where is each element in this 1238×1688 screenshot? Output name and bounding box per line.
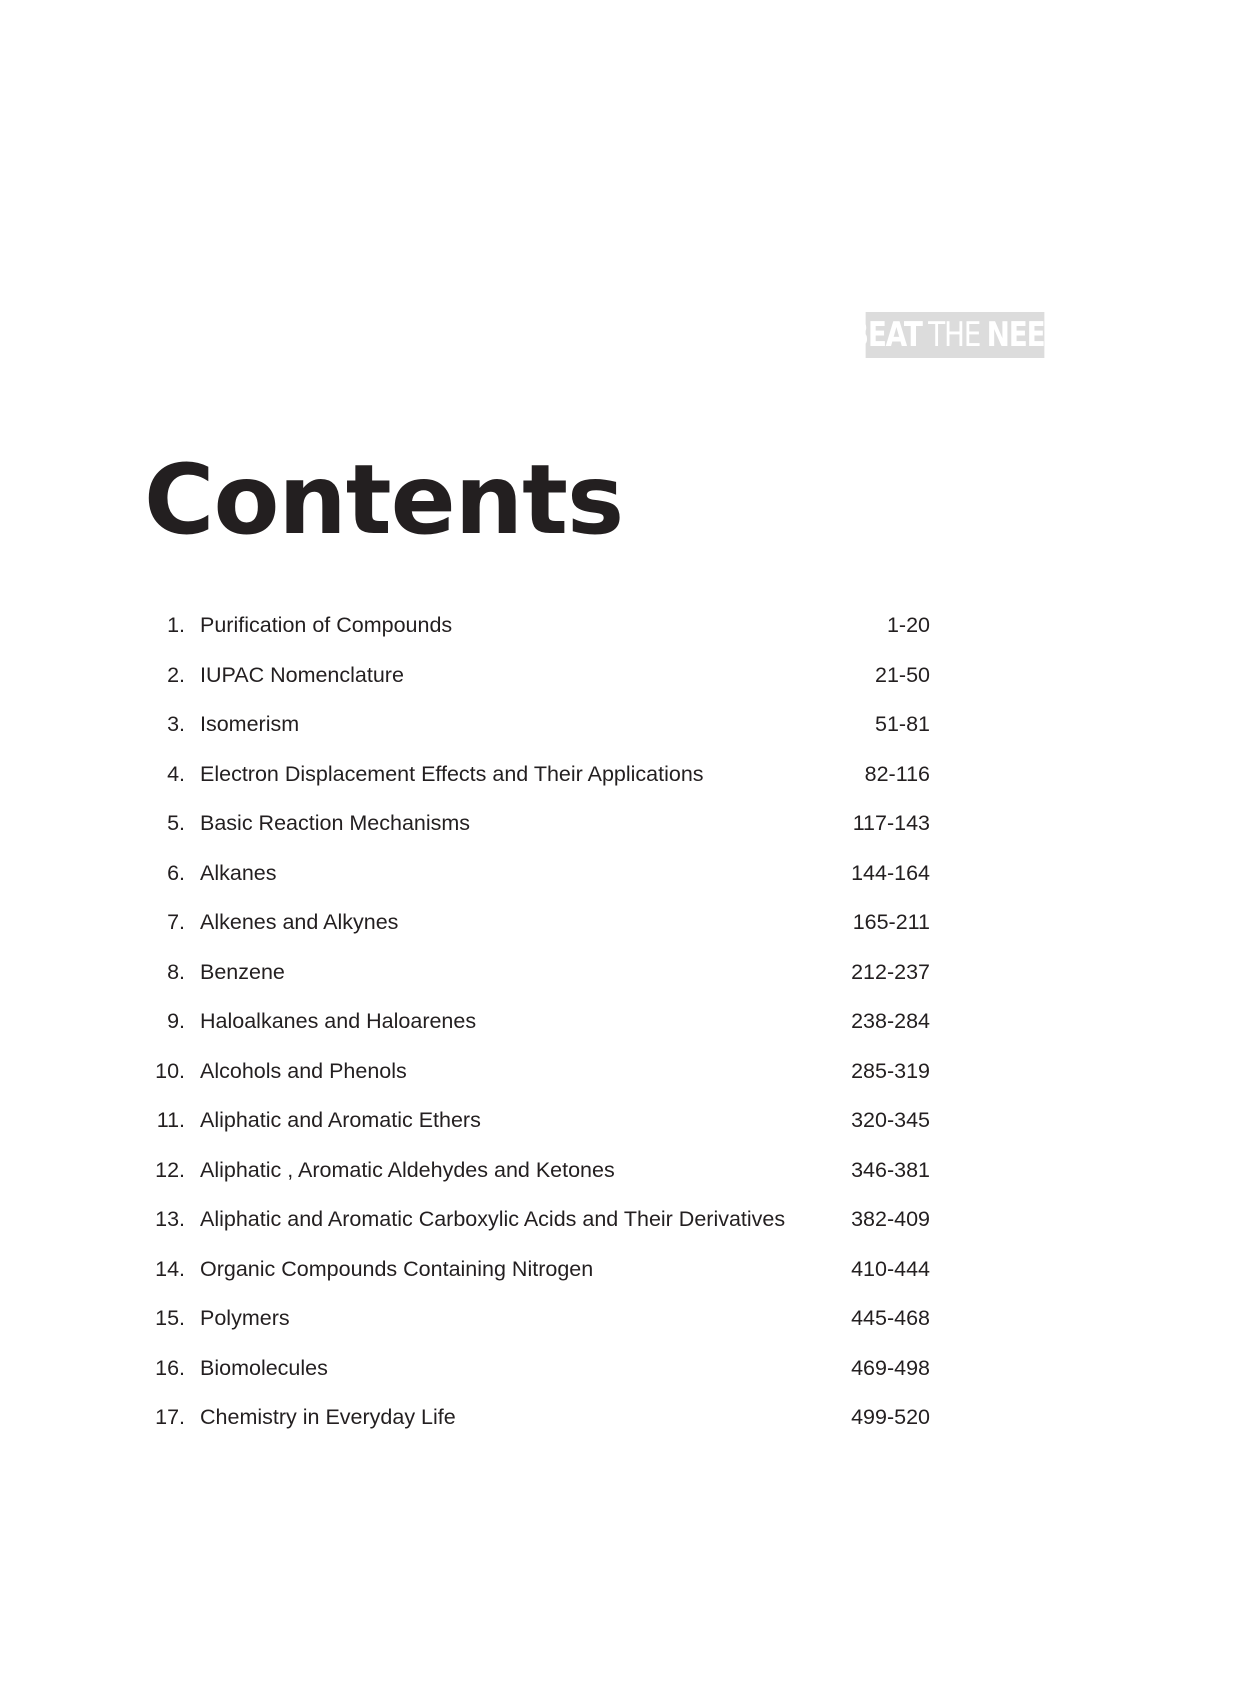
toc-row bbox=[140, 909, 940, 959]
chapter-number: 5. bbox=[167, 811, 185, 835]
chapter-pages: 238-284 bbox=[851, 1009, 930, 1033]
toc-row bbox=[140, 959, 940, 1009]
chapter-pages: 382-409 bbox=[851, 1207, 930, 1231]
chapter-title: Alkanes bbox=[200, 860, 277, 885]
chapter-number: 2. bbox=[167, 662, 185, 687]
chapter-number: 16. bbox=[155, 1355, 185, 1380]
chapter-number: 11. bbox=[156, 1108, 185, 1132]
toc-row bbox=[140, 1206, 940, 1256]
brand-word-neet: NEET bbox=[986, 315, 1063, 355]
chapter-title: Polymers bbox=[200, 1306, 290, 1330]
chapter-title: Alkenes and Alkynes bbox=[200, 910, 399, 934]
toc-row bbox=[140, 761, 940, 811]
toc-row bbox=[140, 1107, 940, 1157]
chapter-number: 10. bbox=[155, 1058, 185, 1083]
chapter-title: Organic Compounds Containing Nitrogen bbox=[200, 1256, 594, 1281]
chapter-title: Biomolecules bbox=[200, 1355, 328, 1380]
chapter-number: 3. bbox=[167, 712, 185, 736]
chapter-pages: 51-81 bbox=[875, 712, 930, 736]
toc-row bbox=[140, 662, 940, 712]
toc-row bbox=[140, 1157, 940, 1207]
brand-word-beat: BEAT bbox=[847, 315, 922, 355]
chapter-pages: 346-381 bbox=[851, 1157, 930, 1182]
toc-row bbox=[140, 1256, 940, 1306]
chapter-title: Purification of Compounds bbox=[200, 613, 453, 637]
chapter-pages: 212-237 bbox=[851, 959, 930, 984]
chapter-pages: 499-520 bbox=[851, 1405, 930, 1429]
chapter-number: 13. bbox=[155, 1207, 185, 1231]
chapter-title: Aliphatic and Aromatic Ethers bbox=[200, 1108, 481, 1132]
chapter-number: 6. bbox=[167, 860, 185, 885]
chapter-pages: 21-50 bbox=[875, 662, 930, 687]
toc-row bbox=[140, 810, 940, 860]
chapter-number: 4. bbox=[167, 761, 185, 786]
chapter-pages: 445-468 bbox=[851, 1306, 930, 1330]
chapter-number: 9. bbox=[167, 1009, 185, 1033]
table-of-contents bbox=[140, 612, 940, 1454]
chapter-title: Isomerism bbox=[200, 712, 300, 736]
chapter-title: IUPAC Nomenclature bbox=[200, 662, 404, 687]
chapter-title: Aliphatic and Aromatic Carboxylic Acids and Their Derivatives bbox=[200, 1207, 786, 1231]
chapter-number: 8. bbox=[167, 959, 185, 984]
chapter-pages: 1-20 bbox=[886, 613, 930, 637]
chapter-title: Benzene bbox=[200, 959, 285, 984]
chapter-number: 7. bbox=[167, 910, 185, 934]
chapter-number: 17. bbox=[155, 1405, 185, 1429]
toc-row bbox=[140, 1058, 940, 1108]
chapter-title: Chemistry in Everyday Life bbox=[200, 1405, 456, 1429]
chapter-title: Haloalkanes and Haloarenes bbox=[200, 1009, 477, 1033]
chapter-title: Basic Reaction Mechanisms bbox=[200, 811, 471, 835]
chapter-pages: 469-498 bbox=[851, 1355, 930, 1380]
chapter-number: 14. bbox=[155, 1256, 185, 1281]
chapter-pages: 320-345 bbox=[851, 1108, 930, 1132]
toc-row bbox=[140, 1355, 940, 1405]
toc-row bbox=[140, 1305, 940, 1355]
chapter-number: 12. bbox=[155, 1157, 185, 1182]
brand-word-the: THE bbox=[928, 315, 981, 355]
chapter-pages: 165-211 bbox=[852, 910, 930, 934]
toc-row bbox=[140, 1008, 940, 1058]
toc-row bbox=[140, 860, 940, 910]
chapter-pages: 410-444 bbox=[851, 1256, 930, 1281]
chapter-number: 15. bbox=[155, 1306, 185, 1330]
page-title: Contents bbox=[144, 444, 624, 556]
toc-row bbox=[140, 711, 940, 761]
chapter-number: 1. bbox=[167, 613, 185, 637]
chapter-title: Aliphatic , Aromatic Aldehydes and Ketones bbox=[200, 1157, 615, 1182]
chapter-pages: 82-116 bbox=[864, 761, 930, 786]
chapter-pages: 285-319 bbox=[851, 1058, 930, 1083]
chapter-title: Electron Displacement Effects and Their Applications bbox=[200, 761, 704, 786]
chapter-pages: 117-143 bbox=[852, 811, 930, 835]
chapter-title: Alcohols and Phenols bbox=[200, 1058, 407, 1083]
toc-row bbox=[140, 1404, 940, 1454]
toc-row bbox=[140, 612, 940, 662]
brand-logo-badge bbox=[847, 312, 1063, 358]
chapter-pages: 144-164 bbox=[851, 860, 930, 885]
